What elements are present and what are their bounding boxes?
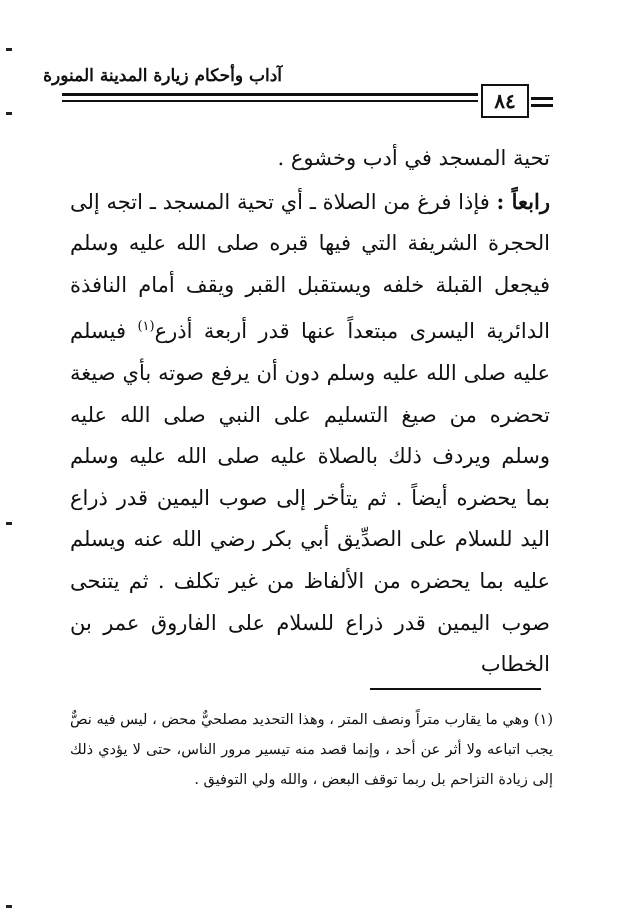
scan-mark (6, 48, 12, 51)
scan-mark (6, 112, 12, 115)
main-text (70, 138, 550, 686)
footnote (70, 705, 553, 795)
paragraph-2-text: فإذا فرغ من الصلاة ـ أي تحية المسجد ـ اتجه إلى الحجرة الشريفة التي فيها قبره صلى الله عليه وسلم فيجعل القبلة خلفه ويستقبل القبر ويقف أمام النافذة الدائرية اليسرى مبتعداً عنها قدر أربعة أذرع (70, 189, 550, 344)
paragraph-1: تحية المسجد في أدب وخشوع . (277, 146, 550, 170)
footnote-reference: (١) (137, 319, 155, 335)
paragraph-2-text-cont: فيسلم عليه صلى الله عليه وسلم دون أن يرفع صوته بأي صيغة تحضره من صيغ التسليم على النبي صلى الله عليه وسلم ويردف ذلك بالصلاة عليه صلى الله عليه وسلم بما يحضره أيضاً . ثم يتأخر إلى صوب اليمين قدر ذراع اليد للسلام على الصدِّيق أبي بكر رضي الله عنه ويسلم عليه بما يحضره من الألفاظ من غير تكلف . ثم يتنحى صوب اليمين قدر ذراع للسلام على الفاروق عمر بن الخطاب (70, 319, 550, 677)
running-header-title: آداب وأحكام زيارة المدينة المنورة (43, 66, 282, 86)
paragraph-lead: رابعاً : (496, 188, 550, 214)
header-rule-right-top (531, 97, 553, 100)
header-rule-top (62, 93, 478, 96)
page-number: ٨٤ (494, 89, 516, 113)
paragraph-2 (70, 181, 550, 686)
scan-mark (6, 905, 12, 908)
footnote-separator (370, 688, 541, 690)
header-rule-bottom (62, 100, 478, 102)
footnote-text: (١) وهي ما يقارب متراً ونصف المتر ، وهذا التحديد مصلحيٌّ محض ، ليس فيه نصٌّ يجب اتباعه ولا أثر عن أحد ، وإنما قصد منه تيسير مرور الناس، حتى لا يؤدي ذلك إلى زيادة التزاحم بل ربما توقف البعض ، والله ولي التوفيق . (70, 712, 553, 788)
scan-mark (6, 522, 12, 525)
header-rule-right-bottom (531, 104, 553, 107)
page-number-box (481, 84, 529, 118)
